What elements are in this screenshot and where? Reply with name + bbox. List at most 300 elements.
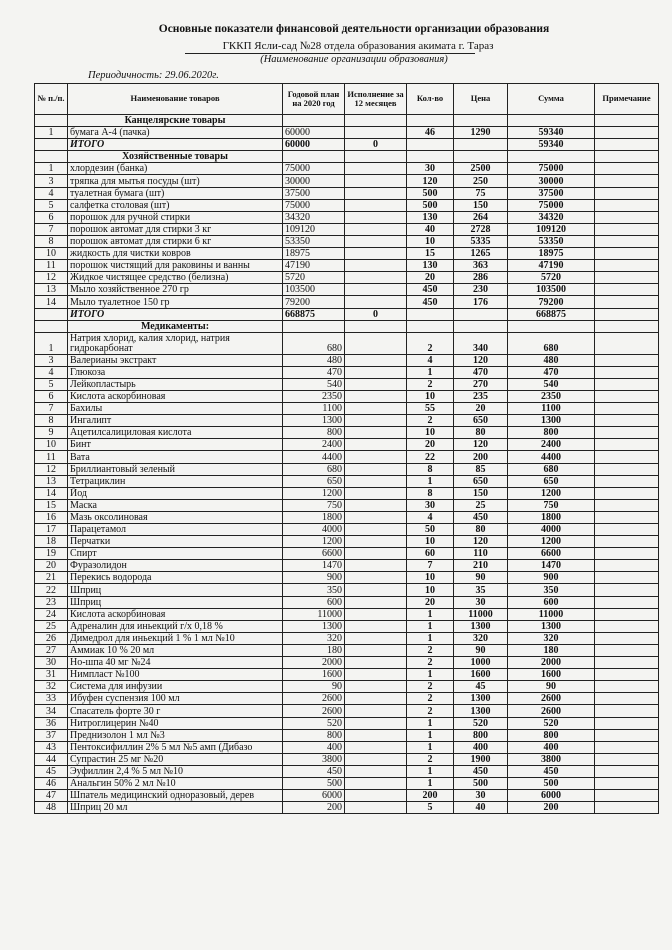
execution-cell <box>345 536 407 548</box>
item-name: Нитроглицерин №40 <box>68 717 283 729</box>
execution-cell <box>345 427 407 439</box>
annual-plan: 350 <box>283 584 345 596</box>
table-row <box>35 248 659 260</box>
item-name: Кислота аскорбиновая <box>68 608 283 620</box>
annual-plan: 6000 <box>283 790 345 802</box>
section-spacer-cell <box>35 320 68 332</box>
period-label: Периодичность: 29.06.2020г. <box>88 70 219 81</box>
annual-plan: 200 <box>283 802 345 814</box>
annual-plan: 450 <box>283 765 345 777</box>
row-number: 3 <box>35 354 68 366</box>
execution-cell <box>345 705 407 717</box>
row-number: 11 <box>35 260 68 272</box>
price: 800 <box>454 729 508 741</box>
section-title: Хозяйственные товары <box>68 151 283 163</box>
sum: 1200 <box>508 536 595 548</box>
item-name: Мыло хозяйственное 270 гр <box>68 284 283 296</box>
execution-cell <box>345 499 407 511</box>
note-cell <box>595 175 659 187</box>
price: 1900 <box>454 753 508 765</box>
table-row <box>35 127 659 139</box>
note-cell <box>595 284 659 296</box>
quantity: 1 <box>407 729 454 741</box>
price: 450 <box>454 765 508 777</box>
section-empty-cell <box>345 320 407 332</box>
item-name: Бахилы <box>68 403 283 415</box>
table-row <box>35 475 659 487</box>
annual-plan: 47190 <box>283 260 345 272</box>
sum: 2400 <box>508 439 595 451</box>
row-number: 32 <box>35 681 68 693</box>
section-title: Медикаменты: <box>68 320 283 332</box>
execution-cell <box>345 777 407 789</box>
quantity: 10 <box>407 390 454 402</box>
execution-cell <box>345 657 407 669</box>
annual-plan: 470 <box>283 366 345 378</box>
quantity: 5 <box>407 802 454 814</box>
quantity: 2 <box>407 693 454 705</box>
note-cell <box>595 632 659 644</box>
item-name: Преднизолон 1 мл №3 <box>68 729 283 741</box>
row-number: 5 <box>35 378 68 390</box>
quantity: 2 <box>407 378 454 390</box>
row-number: 13 <box>35 284 68 296</box>
note-cell <box>595 475 659 487</box>
price: 120 <box>454 439 508 451</box>
sum: 2600 <box>508 705 595 717</box>
execution-cell <box>345 366 407 378</box>
financial-table <box>34 83 659 814</box>
total-plan: 60000 <box>283 139 345 151</box>
execution-cell <box>345 475 407 487</box>
sum: 75000 <box>508 163 595 175</box>
price: 230 <box>454 284 508 296</box>
execution-cell <box>345 644 407 656</box>
price: 5335 <box>454 235 508 247</box>
sum: 2000 <box>508 657 595 669</box>
quantity: 10 <box>407 584 454 596</box>
sum: 2350 <box>508 390 595 402</box>
row-number: 3 <box>35 175 68 187</box>
item-name: жидкость для чистки ковров <box>68 248 283 260</box>
row-number: 12 <box>35 463 68 475</box>
item-name: Натрия хлорид, калия хлорид, натрия гидрокарбонат <box>68 332 283 354</box>
table-row <box>35 175 659 187</box>
annual-plan: 1200 <box>283 536 345 548</box>
price: 11000 <box>454 608 508 620</box>
execution-cell <box>345 463 407 475</box>
table-row <box>35 560 659 572</box>
item-name: Шприц <box>68 584 283 596</box>
note-cell <box>595 260 659 272</box>
row-number: 17 <box>35 524 68 536</box>
row-number: 13 <box>35 475 68 487</box>
row-number: 27 <box>35 644 68 656</box>
execution-cell <box>345 284 407 296</box>
row-number: 19 <box>35 548 68 560</box>
execution-cell <box>345 199 407 211</box>
row-number: 1 <box>35 163 68 175</box>
sum: 470 <box>508 366 595 378</box>
annual-plan: 180 <box>283 644 345 656</box>
table-row <box>35 765 659 777</box>
row-number: 16 <box>35 511 68 523</box>
annual-plan: 650 <box>283 475 345 487</box>
table-row <box>35 693 659 705</box>
annual-plan: 6600 <box>283 548 345 560</box>
price: 250 <box>454 175 508 187</box>
sum: 540 <box>508 378 595 390</box>
price: 20 <box>454 403 508 415</box>
annual-plan: 750 <box>283 499 345 511</box>
price: 470 <box>454 366 508 378</box>
table-row <box>35 390 659 402</box>
note-cell <box>595 802 659 814</box>
price: 1265 <box>454 248 508 260</box>
execution-cell <box>345 390 407 402</box>
section-empty-cell <box>407 320 454 332</box>
quantity: 10 <box>407 572 454 584</box>
item-name: Кислота аскорбиновая <box>68 390 283 402</box>
price: 650 <box>454 415 508 427</box>
sum: 37500 <box>508 187 595 199</box>
section-spacer-cell <box>35 151 68 163</box>
quantity: 2 <box>407 681 454 693</box>
quantity: 7 <box>407 560 454 572</box>
price: 320 <box>454 632 508 644</box>
quantity: 120 <box>407 175 454 187</box>
section-empty-cell <box>283 115 345 127</box>
row-number: 11 <box>35 451 68 463</box>
item-name: Валерианы экстракт <box>68 354 283 366</box>
price: 1600 <box>454 669 508 681</box>
sum: 1600 <box>508 669 595 681</box>
table-row <box>35 451 659 463</box>
price: 150 <box>454 199 508 211</box>
note-cell <box>595 499 659 511</box>
execution-cell <box>345 511 407 523</box>
item-name: Ацетилсалициловая кислота <box>68 427 283 439</box>
price: 235 <box>454 390 508 402</box>
sum: 680 <box>508 463 595 475</box>
price: 500 <box>454 777 508 789</box>
total-plan: 668875 <box>283 308 345 320</box>
sum: 480 <box>508 354 595 366</box>
section-header-row <box>35 151 659 163</box>
execution-cell <box>345 248 407 260</box>
annual-plan: 2350 <box>283 390 345 402</box>
price: 120 <box>454 536 508 548</box>
annual-plan: 37500 <box>283 187 345 199</box>
organization-name: ГККП Ясли-сад №28 отдела образования акимата г. Тараз <box>222 40 494 52</box>
price: 1290 <box>454 127 508 139</box>
sum: 650 <box>508 475 595 487</box>
sum: 2600 <box>508 693 595 705</box>
section-empty-cell <box>345 151 407 163</box>
price: 90 <box>454 572 508 584</box>
total-label: ИТОГО <box>68 308 283 320</box>
item-name: Но-шпа 40 мг №24 <box>68 657 283 669</box>
price: 80 <box>454 427 508 439</box>
sum: 6000 <box>508 790 595 802</box>
row-number: 36 <box>35 717 68 729</box>
quantity: 10 <box>407 427 454 439</box>
table-row <box>35 608 659 620</box>
note-cell <box>595 378 659 390</box>
item-name: порошок автомат для стирки 3 кг <box>68 223 283 235</box>
execution-cell <box>345 332 407 354</box>
table-row <box>35 187 659 199</box>
note-cell <box>595 354 659 366</box>
note-cell <box>595 681 659 693</box>
total-sum: 668875 <box>508 308 595 320</box>
row-number: 37 <box>35 729 68 741</box>
item-name: хлордезин (банка) <box>68 163 283 175</box>
item-name: Лейкопластырь <box>68 378 283 390</box>
annual-plan: 1200 <box>283 487 345 499</box>
note-cell <box>595 235 659 247</box>
sum: 53350 <box>508 235 595 247</box>
row-number: 30 <box>35 657 68 669</box>
sum: 5720 <box>508 272 595 284</box>
quantity: 450 <box>407 284 454 296</box>
execution-cell <box>345 378 407 390</box>
note-cell <box>595 511 659 523</box>
execution-cell <box>345 802 407 814</box>
sum: 30000 <box>508 175 595 187</box>
item-name: тряпка для мытья посуды (шт) <box>68 175 283 187</box>
annual-plan: 30000 <box>283 175 345 187</box>
execution-cell <box>345 681 407 693</box>
item-name: бумага А-4 (пачка) <box>68 127 283 139</box>
row-number: 14 <box>35 487 68 499</box>
note-cell <box>595 729 659 741</box>
row-number: 1 <box>35 127 68 139</box>
quantity: 55 <box>407 403 454 415</box>
row-number: 20 <box>35 560 68 572</box>
quantity: 500 <box>407 187 454 199</box>
section-empty-cell <box>454 320 508 332</box>
quantity: 2 <box>407 332 454 354</box>
annual-plan: 500 <box>283 777 345 789</box>
table-row <box>35 657 659 669</box>
note-cell <box>595 560 659 572</box>
table-row <box>35 260 659 272</box>
table-row <box>35 415 659 427</box>
sum: 180 <box>508 644 595 656</box>
section-empty-cell <box>454 115 508 127</box>
annual-plan: 600 <box>283 596 345 608</box>
note-cell <box>595 187 659 199</box>
sum: 4400 <box>508 451 595 463</box>
note-cell <box>595 427 659 439</box>
section-empty-cell <box>595 115 659 127</box>
note-cell <box>595 439 659 451</box>
table-row <box>35 802 659 814</box>
table-row <box>35 511 659 523</box>
table-row <box>35 753 659 765</box>
note-cell <box>595 644 659 656</box>
note-cell <box>595 620 659 632</box>
item-name: Ибуфен суспензия 100 мл <box>68 693 283 705</box>
table-header-row <box>35 84 659 115</box>
execution-cell <box>345 669 407 681</box>
section-empty-cell <box>595 151 659 163</box>
row-number: 48 <box>35 802 68 814</box>
organization-note: (Наименование организации образования) <box>260 54 448 65</box>
item-name: Адреналин для иньекций г/х 0,18 % <box>68 620 283 632</box>
execution-cell <box>345 296 407 308</box>
sum: 11000 <box>508 608 595 620</box>
note-cell <box>595 596 659 608</box>
price: 650 <box>454 475 508 487</box>
note-cell <box>595 332 659 354</box>
total-number-cell <box>35 308 68 320</box>
execution-cell <box>345 451 407 463</box>
quantity: 4 <box>407 511 454 523</box>
col-header-plan: Годовой план на 2020 год <box>283 84 345 115</box>
annual-plan: 4000 <box>283 524 345 536</box>
sum: 4000 <box>508 524 595 536</box>
price: 150 <box>454 487 508 499</box>
quantity: 1 <box>407 475 454 487</box>
sum: 1200 <box>508 487 595 499</box>
execution-cell <box>345 596 407 608</box>
execution-cell <box>345 403 407 415</box>
section-empty-cell <box>508 115 595 127</box>
price: 520 <box>454 717 508 729</box>
sum: 600 <box>508 596 595 608</box>
note-cell <box>595 451 659 463</box>
item-name: Маска <box>68 499 283 511</box>
table-row <box>35 548 659 560</box>
note-cell <box>595 127 659 139</box>
quantity: 1 <box>407 765 454 777</box>
note-cell <box>595 548 659 560</box>
price: 85 <box>454 463 508 475</box>
table-row <box>35 681 659 693</box>
execution-cell <box>345 487 407 499</box>
table-row <box>35 354 659 366</box>
annual-plan: 11000 <box>283 608 345 620</box>
table-row <box>35 524 659 536</box>
quantity: 2 <box>407 753 454 765</box>
price: 264 <box>454 211 508 223</box>
sum: 320 <box>508 632 595 644</box>
execution-cell <box>345 223 407 235</box>
annual-plan: 1800 <box>283 511 345 523</box>
execution-cell <box>345 272 407 284</box>
note-cell <box>595 163 659 175</box>
row-number: 4 <box>35 187 68 199</box>
price: 35 <box>454 584 508 596</box>
table-row <box>35 235 659 247</box>
annual-plan: 1100 <box>283 403 345 415</box>
table-row <box>35 427 659 439</box>
price: 1300 <box>454 693 508 705</box>
total-note-cell <box>595 139 659 151</box>
item-name: Шпатель медицинский одноразовый, дерев <box>68 790 283 802</box>
note-cell <box>595 584 659 596</box>
execution-cell <box>345 235 407 247</box>
price: 450 <box>454 511 508 523</box>
price: 210 <box>454 560 508 572</box>
quantity: 22 <box>407 451 454 463</box>
sum: 109120 <box>508 223 595 235</box>
note-cell <box>595 272 659 284</box>
quantity: 8 <box>407 487 454 499</box>
annual-plan: 2600 <box>283 693 345 705</box>
sum: 450 <box>508 765 595 777</box>
row-number: 25 <box>35 620 68 632</box>
sum: 75000 <box>508 199 595 211</box>
sum: 3800 <box>508 753 595 765</box>
item-name: Супрастин 25 мг №20 <box>68 753 283 765</box>
section-empty-cell <box>345 115 407 127</box>
table-row <box>35 439 659 451</box>
price: 30 <box>454 596 508 608</box>
annual-plan: 53350 <box>283 235 345 247</box>
sum: 79200 <box>508 296 595 308</box>
execution-cell <box>345 765 407 777</box>
table-row <box>35 790 659 802</box>
note-cell <box>595 572 659 584</box>
annual-plan: 680 <box>283 463 345 475</box>
sum: 400 <box>508 741 595 753</box>
execution-cell <box>345 584 407 596</box>
row-number: 4 <box>35 366 68 378</box>
row-number: 12 <box>35 272 68 284</box>
note-cell <box>595 657 659 669</box>
note-cell <box>595 248 659 260</box>
note-cell <box>595 390 659 402</box>
annual-plan: 79200 <box>283 296 345 308</box>
quantity: 1 <box>407 366 454 378</box>
quantity: 46 <box>407 127 454 139</box>
execution-cell <box>345 175 407 187</box>
col-header-note: Примечание <box>595 84 659 115</box>
quantity: 4 <box>407 354 454 366</box>
row-number: 46 <box>35 777 68 789</box>
annual-plan: 520 <box>283 717 345 729</box>
col-header-quantity: Кол-во <box>407 84 454 115</box>
row-number: 47 <box>35 790 68 802</box>
row-number: 24 <box>35 608 68 620</box>
item-name: Глюкоза <box>68 366 283 378</box>
table-row <box>35 403 659 415</box>
row-number: 7 <box>35 223 68 235</box>
note-cell <box>595 296 659 308</box>
sum: 800 <box>508 427 595 439</box>
row-number: 21 <box>35 572 68 584</box>
annual-plan: 5720 <box>283 272 345 284</box>
sum: 750 <box>508 499 595 511</box>
execution-cell <box>345 620 407 632</box>
quantity: 20 <box>407 272 454 284</box>
quantity: 130 <box>407 211 454 223</box>
table-row <box>35 211 659 223</box>
section-title: Канцелярские товары <box>68 115 283 127</box>
quantity: 40 <box>407 223 454 235</box>
note-cell <box>595 463 659 475</box>
annual-plan: 103500 <box>283 284 345 296</box>
annual-plan: 3800 <box>283 753 345 765</box>
item-name: Мыло туалетное 150 гр <box>68 296 283 308</box>
sum: 1800 <box>508 511 595 523</box>
price: 200 <box>454 451 508 463</box>
note-cell <box>595 753 659 765</box>
table-row <box>35 717 659 729</box>
